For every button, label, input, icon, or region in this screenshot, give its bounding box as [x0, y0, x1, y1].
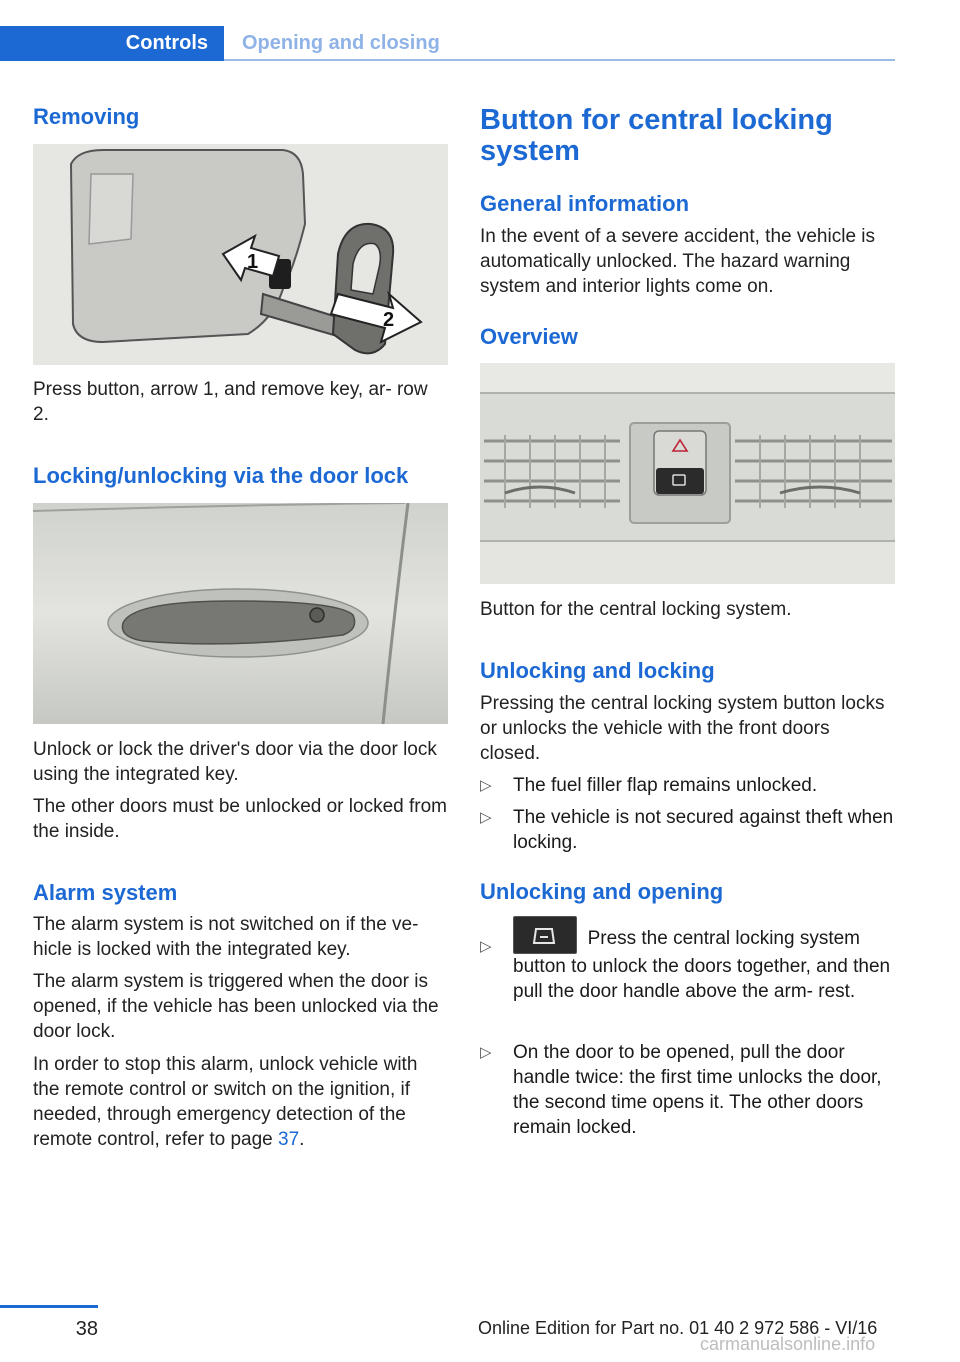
key-removal-figure — [33, 144, 448, 365]
bullet-text: The fuel filler flap remains unlocked. — [513, 775, 818, 796]
bullet-triangle-icon: ▷ — [480, 777, 492, 794]
alarm-paragraph-3-end: . — [299, 1129, 305, 1150]
bullet-rich-text — [513, 916, 895, 1004]
arrow-1-label: 1 — [247, 251, 259, 273]
alarm-heading: Alarm system — [33, 880, 178, 905]
unlocking-locking-heading: Unlocking and locking — [480, 658, 715, 683]
bullet-item — [480, 1040, 895, 1140]
removing-caption: Press button, arrow 1, and remove key, ar‐ row 2. — [33, 379, 428, 425]
page-reference-link[interactable]: 37 — [278, 1129, 300, 1150]
bullet-triangle-icon: ▷ — [480, 1044, 492, 1061]
removing-heading: Removing — [33, 104, 140, 129]
door-lock-paragraph-1: Unlock or lock the driver's door via the door lock using the integrated key. — [33, 739, 437, 785]
central-locking-heading: Button for central locking system — [480, 104, 833, 167]
bullet-item — [480, 916, 895, 1031]
key-removal-illustration — [33, 144, 448, 365]
central-locking-figure — [480, 363, 895, 584]
section-tab[interactable]: Opening and closing — [242, 32, 440, 54]
edition-text: Online Edition for Part no. 01 40 2 972 586 - VI/16 — [478, 1318, 878, 1338]
footer-rule — [0, 1305, 98, 1308]
arrow-2-label: 2 — [383, 309, 395, 331]
bullet-text: Press the central locking system button to unlock the doors together, and then pull the door handle above the arm‐ rest. — [513, 928, 891, 1002]
page-header — [0, 26, 895, 62]
alarm-paragraph-3 — [33, 1052, 448, 1152]
overview-heading: Overview — [480, 324, 578, 349]
door-lock-figure — [33, 503, 448, 724]
dashboard-vents-illustration — [480, 363, 895, 584]
bullet-item — [480, 805, 895, 855]
watermark: carmanualsonline.info — [700, 1334, 876, 1354]
bullet-text: On the door to be opened, pull the door handle twice: the first time unlocks the door, the second time opens it. The other doors remain locked. — [513, 1042, 882, 1138]
alarm-paragraph-3-text: In order to stop this alarm, unlock vehicle with the remote control or switch on the ignition, if needed, through emergency detection of the remote control, refer to page — [33, 1054, 418, 1150]
door-lock-paragraph-2: The other doors must be unlocked or locked from the inside. — [33, 796, 447, 842]
page-number: 38 — [75, 1318, 98, 1340]
bullet-item — [480, 773, 895, 798]
unlocking-locking-paragraph: Pressing the central locking system button locks or unlocks the vehicle with the front doors closed. — [480, 693, 885, 764]
door-unlock-button-icon — [513, 916, 577, 954]
bullet-triangle-icon: ▷ — [480, 809, 492, 826]
alarm-paragraph-2: The alarm system is triggered when the door is opened, if the vehicle has been unlocked via the door lock. — [33, 971, 439, 1042]
unlocking-opening-heading: Unlocking and opening — [480, 879, 724, 904]
general-information-paragraph: In the event of a severe accident, the vehicle is automatically unlocked. The hazard warning system and interior lights come on. — [480, 226, 876, 297]
bullet-triangle-icon: ▷ — [480, 938, 492, 955]
chapter-tab[interactable]: Controls — [0, 26, 224, 61]
door-lock-heading: Locking/unlocking via the door lock — [33, 463, 409, 488]
bullet-text: The vehicle is not secured against theft when locking. — [513, 807, 894, 853]
overview-caption: Button for the central locking system. — [480, 599, 792, 620]
alarm-paragraph-1: The alarm system is not switched on if the ve‐ hicle is locked with the integrated key. — [33, 914, 419, 960]
door-handle-illustration — [33, 503, 448, 724]
header-rule — [224, 59, 895, 61]
general-information-heading: General information — [480, 191, 690, 216]
